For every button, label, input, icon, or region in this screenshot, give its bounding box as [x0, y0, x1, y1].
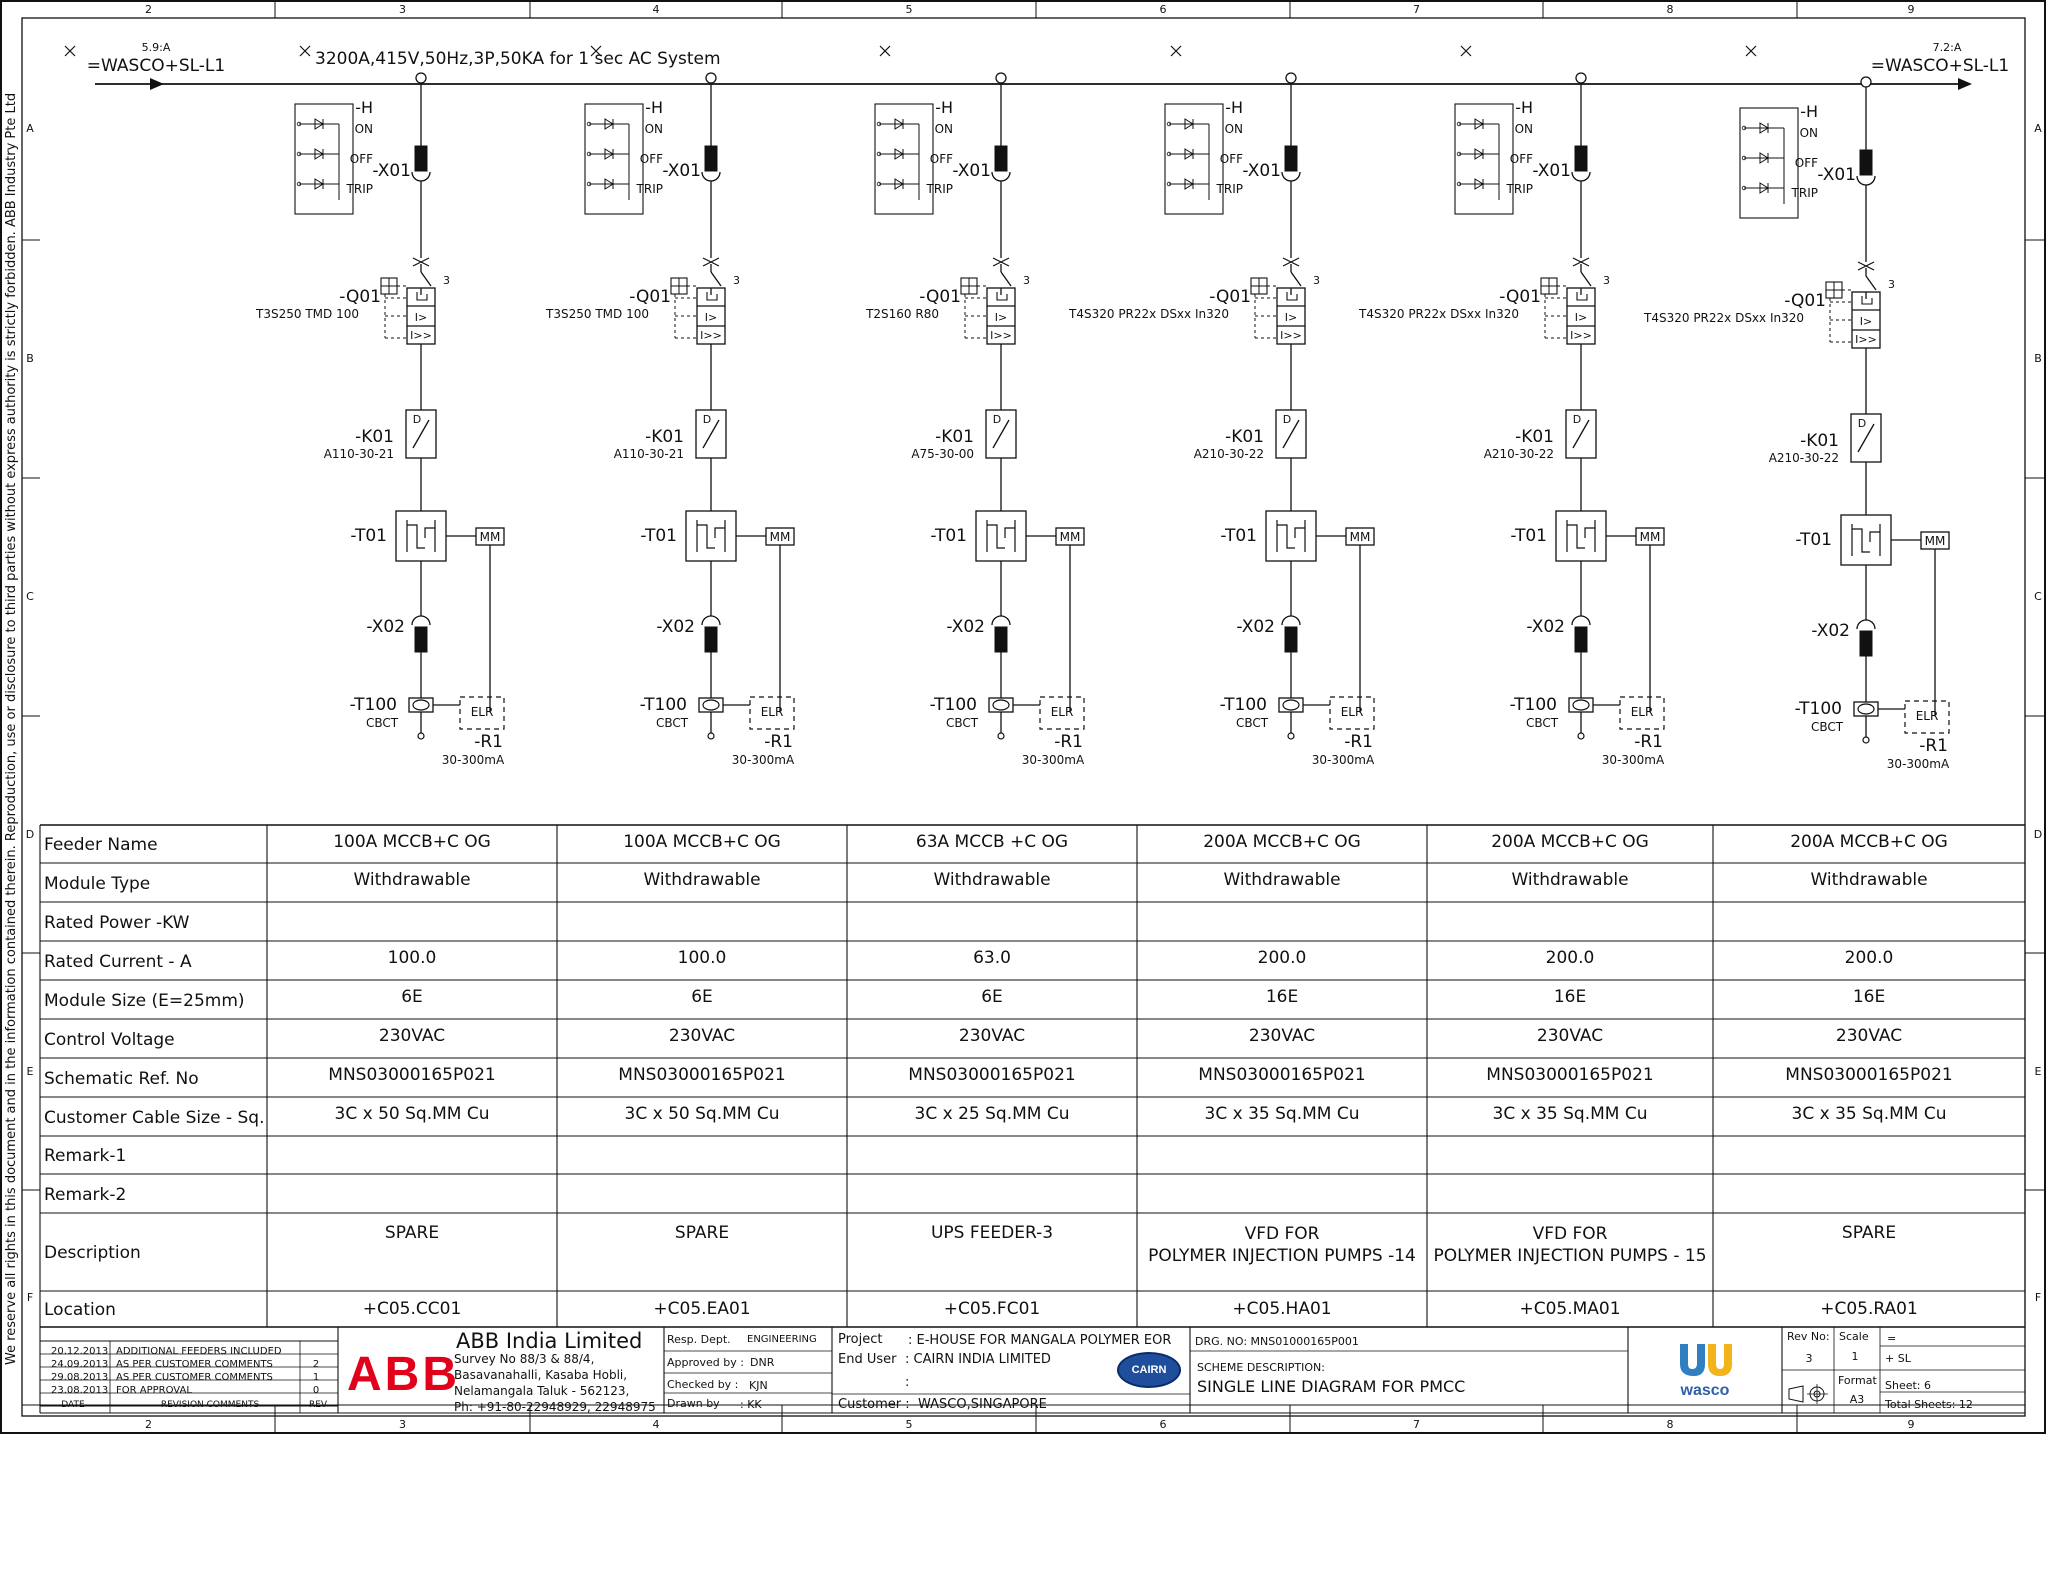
- rev-date-3: 29.08.2013: [51, 1372, 109, 1383]
- row-label: Description: [44, 1243, 141, 1263]
- on-label: ON: [354, 122, 373, 136]
- k01-d-label: D: [1572, 413, 1582, 426]
- cell-size: 16E: [1553, 987, 1587, 1007]
- k01-d-label: D: [1282, 413, 1292, 426]
- h-lamp-label: -H: [1225, 98, 1243, 117]
- cell-desc1: SPARE: [674, 1223, 730, 1243]
- rev-comment-1: ADDITIONAL FEEDERS INCLUDED: [116, 1346, 282, 1357]
- off-label: OFF: [349, 152, 373, 166]
- x01-label: -X01: [662, 161, 701, 181]
- cell-location: +C05.FC01: [943, 1299, 1041, 1319]
- cell-desc2: POLYMER INJECTION PUMPS -14: [1148, 1246, 1416, 1266]
- trip-label: TRIP: [636, 182, 663, 196]
- cell-cable: 3C x 50 Sq.MM Cu: [624, 1104, 780, 1124]
- cell-type: Withdrawable: [1810, 870, 1928, 890]
- wasco-mark-icon: [1672, 1340, 1738, 1380]
- q01-label: -Q01: [629, 287, 671, 307]
- resp-dept-value: ENGINEERING: [747, 1334, 817, 1345]
- cell-desc1: SPARE: [384, 1223, 440, 1243]
- row-label: Customer Cable Size - Sq.: [44, 1107, 265, 1128]
- t100-label: -T100: [1794, 699, 1842, 719]
- cell-schematic: MNS03000165P021: [908, 1065, 1076, 1085]
- cell-schematic: MNS03000165P021: [1198, 1065, 1366, 1085]
- grid-col-top-4: 4: [652, 3, 660, 16]
- r1-label: -R1: [764, 732, 793, 752]
- cell-voltage: 230VAC: [1248, 1026, 1316, 1046]
- drawn-by-label: Drawn by: [667, 1397, 720, 1410]
- approved-by-value: DNR: [750, 1356, 775, 1369]
- bus-rating: 3200A,415V,50Hz,3P,50KA for 1 sec AC System: [315, 49, 721, 69]
- q01-label: -Q01: [1499, 287, 1541, 307]
- k01-label: -K01: [935, 427, 974, 447]
- cell-cable: 3C x 35 Sq.MM Cu: [1492, 1104, 1648, 1124]
- r1-range-label: 30-300mA: [441, 753, 505, 767]
- drawn-by-value: : KK: [740, 1398, 762, 1411]
- k01-type: A110-30-21: [613, 447, 684, 461]
- approved-by-label: Approved by :: [667, 1356, 744, 1369]
- r1-label: -R1: [1344, 732, 1373, 752]
- grid-row-left-B: B: [26, 352, 34, 365]
- rev-header-comment: REVISION COMMENTS: [160, 1400, 260, 1410]
- h-lamp-label: -H: [355, 98, 373, 117]
- cell-current: 200.0: [1844, 948, 1894, 968]
- q01-label: -Q01: [1784, 291, 1826, 311]
- off-label: OFF: [1219, 152, 1243, 166]
- cell-current: 200.0: [1545, 948, 1595, 968]
- company-name: ABB India Limited: [456, 1329, 643, 1353]
- q01-i2: I>>: [990, 329, 1012, 342]
- trip-label: TRIP: [1791, 186, 1818, 200]
- cbct-label: CBCT: [655, 716, 689, 730]
- cell-location: +C05.CC01: [362, 1299, 462, 1319]
- t01-label: -T01: [350, 526, 387, 546]
- cell-size: 16E: [1852, 987, 1886, 1007]
- h-lamp-label: -H: [1515, 98, 1533, 117]
- cbct-label: CBCT: [1525, 716, 1559, 730]
- row-label: Control Voltage: [44, 1029, 175, 1050]
- grid-col-bottom-6: 6: [1159, 1418, 1167, 1431]
- q01-i1: I>: [704, 311, 718, 324]
- grid-row-left-E: E: [26, 1064, 34, 1078]
- scheme-label: SCHEME DESCRIPTION:: [1197, 1361, 1325, 1374]
- cell-type: Withdrawable: [1223, 870, 1341, 890]
- row-label: Remark-1: [44, 1146, 127, 1166]
- bus-right-tag: =WASCO+SL-L1: [1870, 56, 2010, 76]
- k01-label: -K01: [1225, 427, 1264, 447]
- mm-label: MM: [1639, 530, 1661, 544]
- t01-label: -T01: [1795, 530, 1832, 550]
- grid-col-top-7: 7: [1413, 3, 1420, 16]
- project-label: Project: [838, 1332, 883, 1347]
- cell-name: 100A MCCB+C OG: [333, 832, 491, 852]
- on-label: ON: [1514, 122, 1533, 136]
- off-label: OFF: [1509, 152, 1533, 166]
- grid-col-top-8: 8: [1666, 3, 1674, 16]
- cell-name: 200A MCCB+C OG: [1491, 832, 1649, 852]
- company-phone: Ph: +91-80-22948929, 22948975: [454, 1400, 656, 1414]
- k01-type: A210-30-22: [1768, 451, 1839, 465]
- grid-col-top-3: 3: [399, 3, 406, 16]
- row-label: Remark-2: [44, 1184, 127, 1205]
- trip-label: TRIP: [926, 182, 953, 196]
- row-label: Module Size (E=25mm): [44, 990, 245, 1011]
- on-label: ON: [934, 122, 953, 136]
- rev-comment-3: AS PER CUSTOMER COMMENTS: [116, 1372, 273, 1383]
- customer-value: WASCO,SINGAPORE: [918, 1397, 1047, 1412]
- end-user-value: : CAIRN INDIA LIMITED: [905, 1352, 1051, 1367]
- grid-col-bottom-5: 5: [905, 1418, 913, 1431]
- grid-row-left-C: C: [26, 590, 34, 603]
- q01-i2: I>>: [1570, 329, 1592, 342]
- q01-i1: I>: [994, 311, 1008, 324]
- row-label: Feeder Name: [44, 835, 158, 855]
- q01-i2: I>>: [700, 329, 722, 342]
- r1-label: -R1: [1634, 732, 1663, 752]
- cell-size: 6E: [981, 987, 1003, 1007]
- trip-label: TRIP: [346, 182, 373, 196]
- q01-poles: 3: [733, 274, 740, 287]
- q01-poles: 3: [443, 274, 450, 287]
- cell-name: 200A MCCB+C OG: [1790, 832, 1948, 852]
- cell-size: 6E: [401, 987, 423, 1007]
- x02-label: -X02: [1811, 621, 1850, 641]
- grid-col-top-5: 5: [905, 3, 913, 16]
- rev-header-date: DATE: [61, 1400, 85, 1410]
- cell-voltage: 230VAC: [378, 1026, 446, 1046]
- off-label: OFF: [1794, 156, 1818, 170]
- row-label: Module Type: [44, 873, 151, 894]
- t100-label: -T100: [349, 695, 397, 715]
- x02-label: -X02: [1526, 617, 1565, 637]
- grid-row-right-B: B: [2034, 352, 2042, 365]
- bus-left-ref: 5.9:A: [141, 41, 171, 54]
- bus-right-ref: 7.2:A: [1932, 41, 1962, 54]
- mm-label: MM: [1349, 530, 1371, 544]
- x02-label: -X02: [946, 617, 985, 637]
- cell-voltage: 230VAC: [1835, 1026, 1903, 1046]
- cbct-label: CBCT: [365, 716, 399, 730]
- t100-label: -T100: [929, 695, 977, 715]
- cell-size: 6E: [691, 987, 713, 1007]
- k01-type: A210-30-22: [1483, 447, 1554, 461]
- r1-label: -R1: [1919, 736, 1948, 756]
- cell-location: +C05.HA01: [1232, 1299, 1332, 1319]
- k01-d-label: D: [992, 413, 1002, 426]
- q01-i2: I>>: [410, 329, 432, 342]
- cbct-label: CBCT: [945, 716, 979, 730]
- grid-col-top-6: 6: [1159, 3, 1167, 16]
- k01-type: A210-30-22: [1193, 447, 1264, 461]
- grid-col-bottom-4: 4: [652, 1418, 660, 1431]
- cell-name: 63A MCCB +C OG: [915, 832, 1069, 852]
- r1-label: -R1: [1054, 732, 1083, 752]
- k01-label: -K01: [645, 427, 684, 447]
- bus-left-tag: =WASCO+SL-L1: [86, 56, 226, 76]
- t01-label: -T01: [1220, 526, 1257, 546]
- k01-d-label: D: [702, 413, 712, 426]
- q01-label: -Q01: [339, 287, 381, 307]
- t100-label: -T100: [1509, 695, 1557, 715]
- elr-label: ELR: [760, 705, 784, 719]
- k01-type: A110-30-21: [323, 447, 394, 461]
- mm-label: MM: [1924, 534, 1946, 548]
- company-address-1: Survey No 88/3 & 88/4,: [454, 1352, 595, 1366]
- t01-label: -T01: [930, 526, 967, 546]
- k01-d-label: D: [1857, 417, 1867, 430]
- q01-poles: 3: [1888, 278, 1895, 291]
- r1-range-label: 30-300mA: [731, 753, 795, 767]
- mm-label: MM: [479, 530, 501, 544]
- k01-type: A75-30-00: [911, 447, 974, 461]
- row-label: Rated Power -KW: [44, 912, 190, 933]
- cell-desc1: SPARE: [1841, 1223, 1897, 1243]
- on-label: ON: [1799, 126, 1818, 140]
- cell-size: 16E: [1265, 987, 1299, 1007]
- r1-range-label: 30-300mA: [1601, 753, 1665, 767]
- on-label: ON: [644, 122, 663, 136]
- rev-date-2: 24.09.2013: [51, 1359, 109, 1370]
- mm-label: MM: [1059, 530, 1081, 544]
- cairn-logo: [1117, 1352, 1181, 1388]
- cell-desc2: POLYMER INJECTION PUMPS - 15: [1433, 1246, 1707, 1266]
- h-lamp-label: -H: [645, 98, 663, 117]
- format-label: Format: [1838, 1374, 1877, 1387]
- row-label: Location: [44, 1300, 116, 1320]
- elr-label: ELR: [1050, 705, 1074, 719]
- cell-name: 100A MCCB+C OG: [623, 832, 781, 852]
- cell-voltage: 230VAC: [1536, 1026, 1604, 1046]
- rev-no-label: Rev No:: [1787, 1330, 1830, 1343]
- scheme-description: SINGLE LINE DIAGRAM FOR PMCC: [1197, 1377, 1466, 1396]
- k01-d-label: D: [412, 413, 422, 426]
- cell-cable: 3C x 50 Sq.MM Cu: [334, 1104, 490, 1124]
- cell-cable: 3C x 35 Sq.MM Cu: [1791, 1104, 1947, 1124]
- company-address-3: Nelamangala Taluk - 562123,: [454, 1384, 630, 1398]
- elr-label: ELR: [1630, 705, 1654, 719]
- cbct-label: CBCT: [1235, 716, 1269, 730]
- off-label: OFF: [639, 152, 663, 166]
- grid-row-left-A: A: [26, 122, 34, 135]
- scale-value: 1: [1851, 1350, 1859, 1363]
- grid-row-left-F: F: [26, 1290, 34, 1304]
- elr-label: ELR: [470, 705, 494, 719]
- q01-breaker-type: T3S250 TMD 100: [256, 307, 359, 321]
- total-sheets: Total Sheets: 12: [1885, 1398, 1973, 1411]
- cell-location: +C05.EA01: [653, 1299, 751, 1319]
- x01-label: -X01: [952, 161, 991, 181]
- elr-label: ELR: [1915, 709, 1939, 723]
- grid-row-left-D: D: [25, 827, 35, 841]
- q01-i1: I>: [1859, 315, 1873, 328]
- end-user-blank: :: [905, 1375, 910, 1390]
- sheet-number: Sheet: 6: [1885, 1379, 1932, 1392]
- rev-date-1: 20.12.2013: [51, 1346, 109, 1357]
- cell-schematic: MNS03000165P021: [1486, 1065, 1654, 1085]
- q01-i1: I>: [1574, 311, 1588, 324]
- cell-current: 63.0: [973, 948, 1011, 968]
- sheet-location: + SL: [1885, 1352, 1911, 1365]
- grid-row-right-F: F: [2034, 1290, 2042, 1304]
- k01-label: -K01: [1800, 431, 1839, 451]
- customer-label: Customer :: [838, 1397, 910, 1412]
- project-value: : E-HOUSE FOR MANGALA POLYMER EOR: [908, 1333, 1172, 1348]
- t01-label: -T01: [640, 526, 677, 546]
- abb-logo: ABB: [347, 1348, 460, 1401]
- x01-label: -X01: [1532, 161, 1571, 181]
- grid-col-bottom-7: 7: [1413, 1418, 1420, 1431]
- q01-breaker-type: T4S320 PR22x DSxx In320: [1644, 311, 1804, 325]
- grid-row-right-A: A: [2034, 122, 2042, 135]
- checked-by-value: KJN: [749, 1379, 768, 1392]
- r1-range-label: 30-300mA: [1311, 753, 1375, 767]
- resp-dept-label: Resp. Dept.: [667, 1333, 731, 1346]
- on-label: ON: [1224, 122, 1243, 136]
- cbct-label: CBCT: [1810, 720, 1844, 734]
- cell-desc1: VFD FOR: [1244, 1224, 1320, 1244]
- mm-label: MM: [769, 530, 791, 544]
- cell-current: 200.0: [1257, 948, 1307, 968]
- grid-col-bottom-2: 2: [145, 1418, 152, 1431]
- grid-col-bottom-9: 9: [1907, 1418, 1915, 1431]
- q01-breaker-type: T3S250 TMD 100: [546, 307, 649, 321]
- q01-breaker-type: T2S160 R80: [866, 307, 939, 321]
- r1-label: -R1: [474, 732, 503, 752]
- x01-label: -X01: [372, 161, 411, 181]
- cell-cable: 3C x 25 Sq.MM Cu: [914, 1104, 1070, 1124]
- q01-label: -Q01: [1209, 287, 1251, 307]
- cell-location: +C05.RA01: [1820, 1299, 1918, 1319]
- trip-label: TRIP: [1216, 182, 1243, 196]
- grid-row-right-D: D: [2033, 827, 2043, 841]
- elr-label: ELR: [1340, 705, 1364, 719]
- copyright-note: We reserve all rights in this document and in the information contained therein. Reproduction, use or disclosure to third parties without express authority is strictly forbidden. ABB Industry Pte Ltd: [4, 92, 19, 1365]
- row-label: Rated Current - A: [44, 951, 192, 972]
- q01-breaker-type: T4S320 PR22x DSxx In320: [1069, 307, 1229, 321]
- x02-label: -X02: [656, 617, 695, 637]
- cell-current: 100.0: [387, 948, 437, 968]
- cell-voltage: 230VAC: [958, 1026, 1026, 1046]
- trip-label: TRIP: [1506, 182, 1533, 196]
- h-lamp-label: -H: [1800, 102, 1818, 121]
- cell-schematic: MNS03000165P021: [328, 1065, 496, 1085]
- h-lamp-label: -H: [935, 98, 953, 117]
- cell-type: Withdrawable: [933, 870, 1051, 890]
- format-value: A3: [1849, 1393, 1865, 1406]
- grid-col-top-2: 2: [145, 3, 152, 16]
- x02-label: -X02: [1236, 617, 1275, 637]
- cell-schematic: MNS03000165P021: [1785, 1065, 1953, 1085]
- sheet-eq: =: [1887, 1332, 1897, 1345]
- scale-label: Scale: [1839, 1330, 1869, 1343]
- rev-no-value: 3: [1805, 1352, 1813, 1365]
- drawing-number: DRG. NO: MNS01000165P001: [1195, 1335, 1359, 1348]
- cell-location: +C05.MA01: [1519, 1299, 1621, 1319]
- t100-label: -T100: [1219, 695, 1267, 715]
- q01-poles: 3: [1313, 274, 1320, 287]
- q01-breaker-type: T4S320 PR22x DSxx In320: [1359, 307, 1519, 321]
- cell-name: 200A MCCB+C OG: [1203, 832, 1361, 852]
- grid-col-bottom-3: 3: [399, 1418, 406, 1431]
- q01-i2: I>>: [1855, 333, 1877, 346]
- q01-i2: I>>: [1280, 329, 1302, 342]
- rev-number-3: 1: [312, 1372, 320, 1383]
- projection-symbol-icon: [1787, 1383, 1829, 1409]
- cell-cable: 3C x 35 Sq.MM Cu: [1204, 1104, 1360, 1124]
- rev-comment-2: AS PER CUSTOMER COMMENTS: [116, 1359, 273, 1370]
- rev-date-4: 23.08.2013: [51, 1385, 109, 1396]
- q01-poles: 3: [1023, 274, 1030, 287]
- cell-type: Withdrawable: [1511, 870, 1629, 890]
- t100-label: -T100: [639, 695, 687, 715]
- cell-desc1: VFD FOR: [1532, 1224, 1608, 1244]
- cell-type: Withdrawable: [643, 870, 761, 890]
- rev-comment-4: FOR APPROVAL: [116, 1385, 192, 1396]
- grid-row-right-E: E: [2034, 1064, 2042, 1078]
- rev-number-2: 2: [312, 1359, 320, 1370]
- q01-i1: I>: [414, 311, 428, 324]
- grid-row-right-C: C: [2034, 590, 2042, 603]
- checked-by-label: Checked by :: [667, 1378, 739, 1391]
- wasco-logo-text: wasco: [1680, 1382, 1730, 1399]
- r1-range-label: 30-300mA: [1021, 753, 1085, 767]
- t01-label: -T01: [1510, 526, 1547, 546]
- q01-i1: I>: [1284, 311, 1298, 324]
- company-address-2: Basavanahalli, Kasaba Hobli,: [454, 1368, 628, 1382]
- end-user-label: End User: [838, 1352, 897, 1367]
- k01-label: -K01: [355, 427, 394, 447]
- cell-desc1: UPS FEEDER-3: [930, 1223, 1054, 1243]
- k01-label: -K01: [1515, 427, 1554, 447]
- row-label: Schematic Ref. No: [44, 1068, 199, 1089]
- grid-col-bottom-8: 8: [1666, 1418, 1674, 1431]
- x01-label: -X01: [1817, 165, 1856, 185]
- grid-col-top-9: 9: [1907, 3, 1915, 16]
- q01-poles: 3: [1603, 274, 1610, 287]
- wasco-logo: [1672, 1340, 1738, 1406]
- q01-label: -Q01: [919, 287, 961, 307]
- cell-schematic: MNS03000165P021: [618, 1065, 786, 1085]
- x01-label: -X01: [1242, 161, 1281, 181]
- rev-header-rev: REV: [308, 1400, 328, 1410]
- cell-voltage: 230VAC: [668, 1026, 736, 1046]
- cell-type: Withdrawable: [353, 870, 471, 890]
- off-label: OFF: [929, 152, 953, 166]
- x02-label: -X02: [366, 617, 405, 637]
- r1-range-label: 30-300mA: [1886, 757, 1950, 771]
- rev-number-4: 0: [312, 1385, 320, 1396]
- cell-current: 100.0: [677, 948, 727, 968]
- cairn-logo-text: CAIRN: [1131, 1364, 1167, 1376]
